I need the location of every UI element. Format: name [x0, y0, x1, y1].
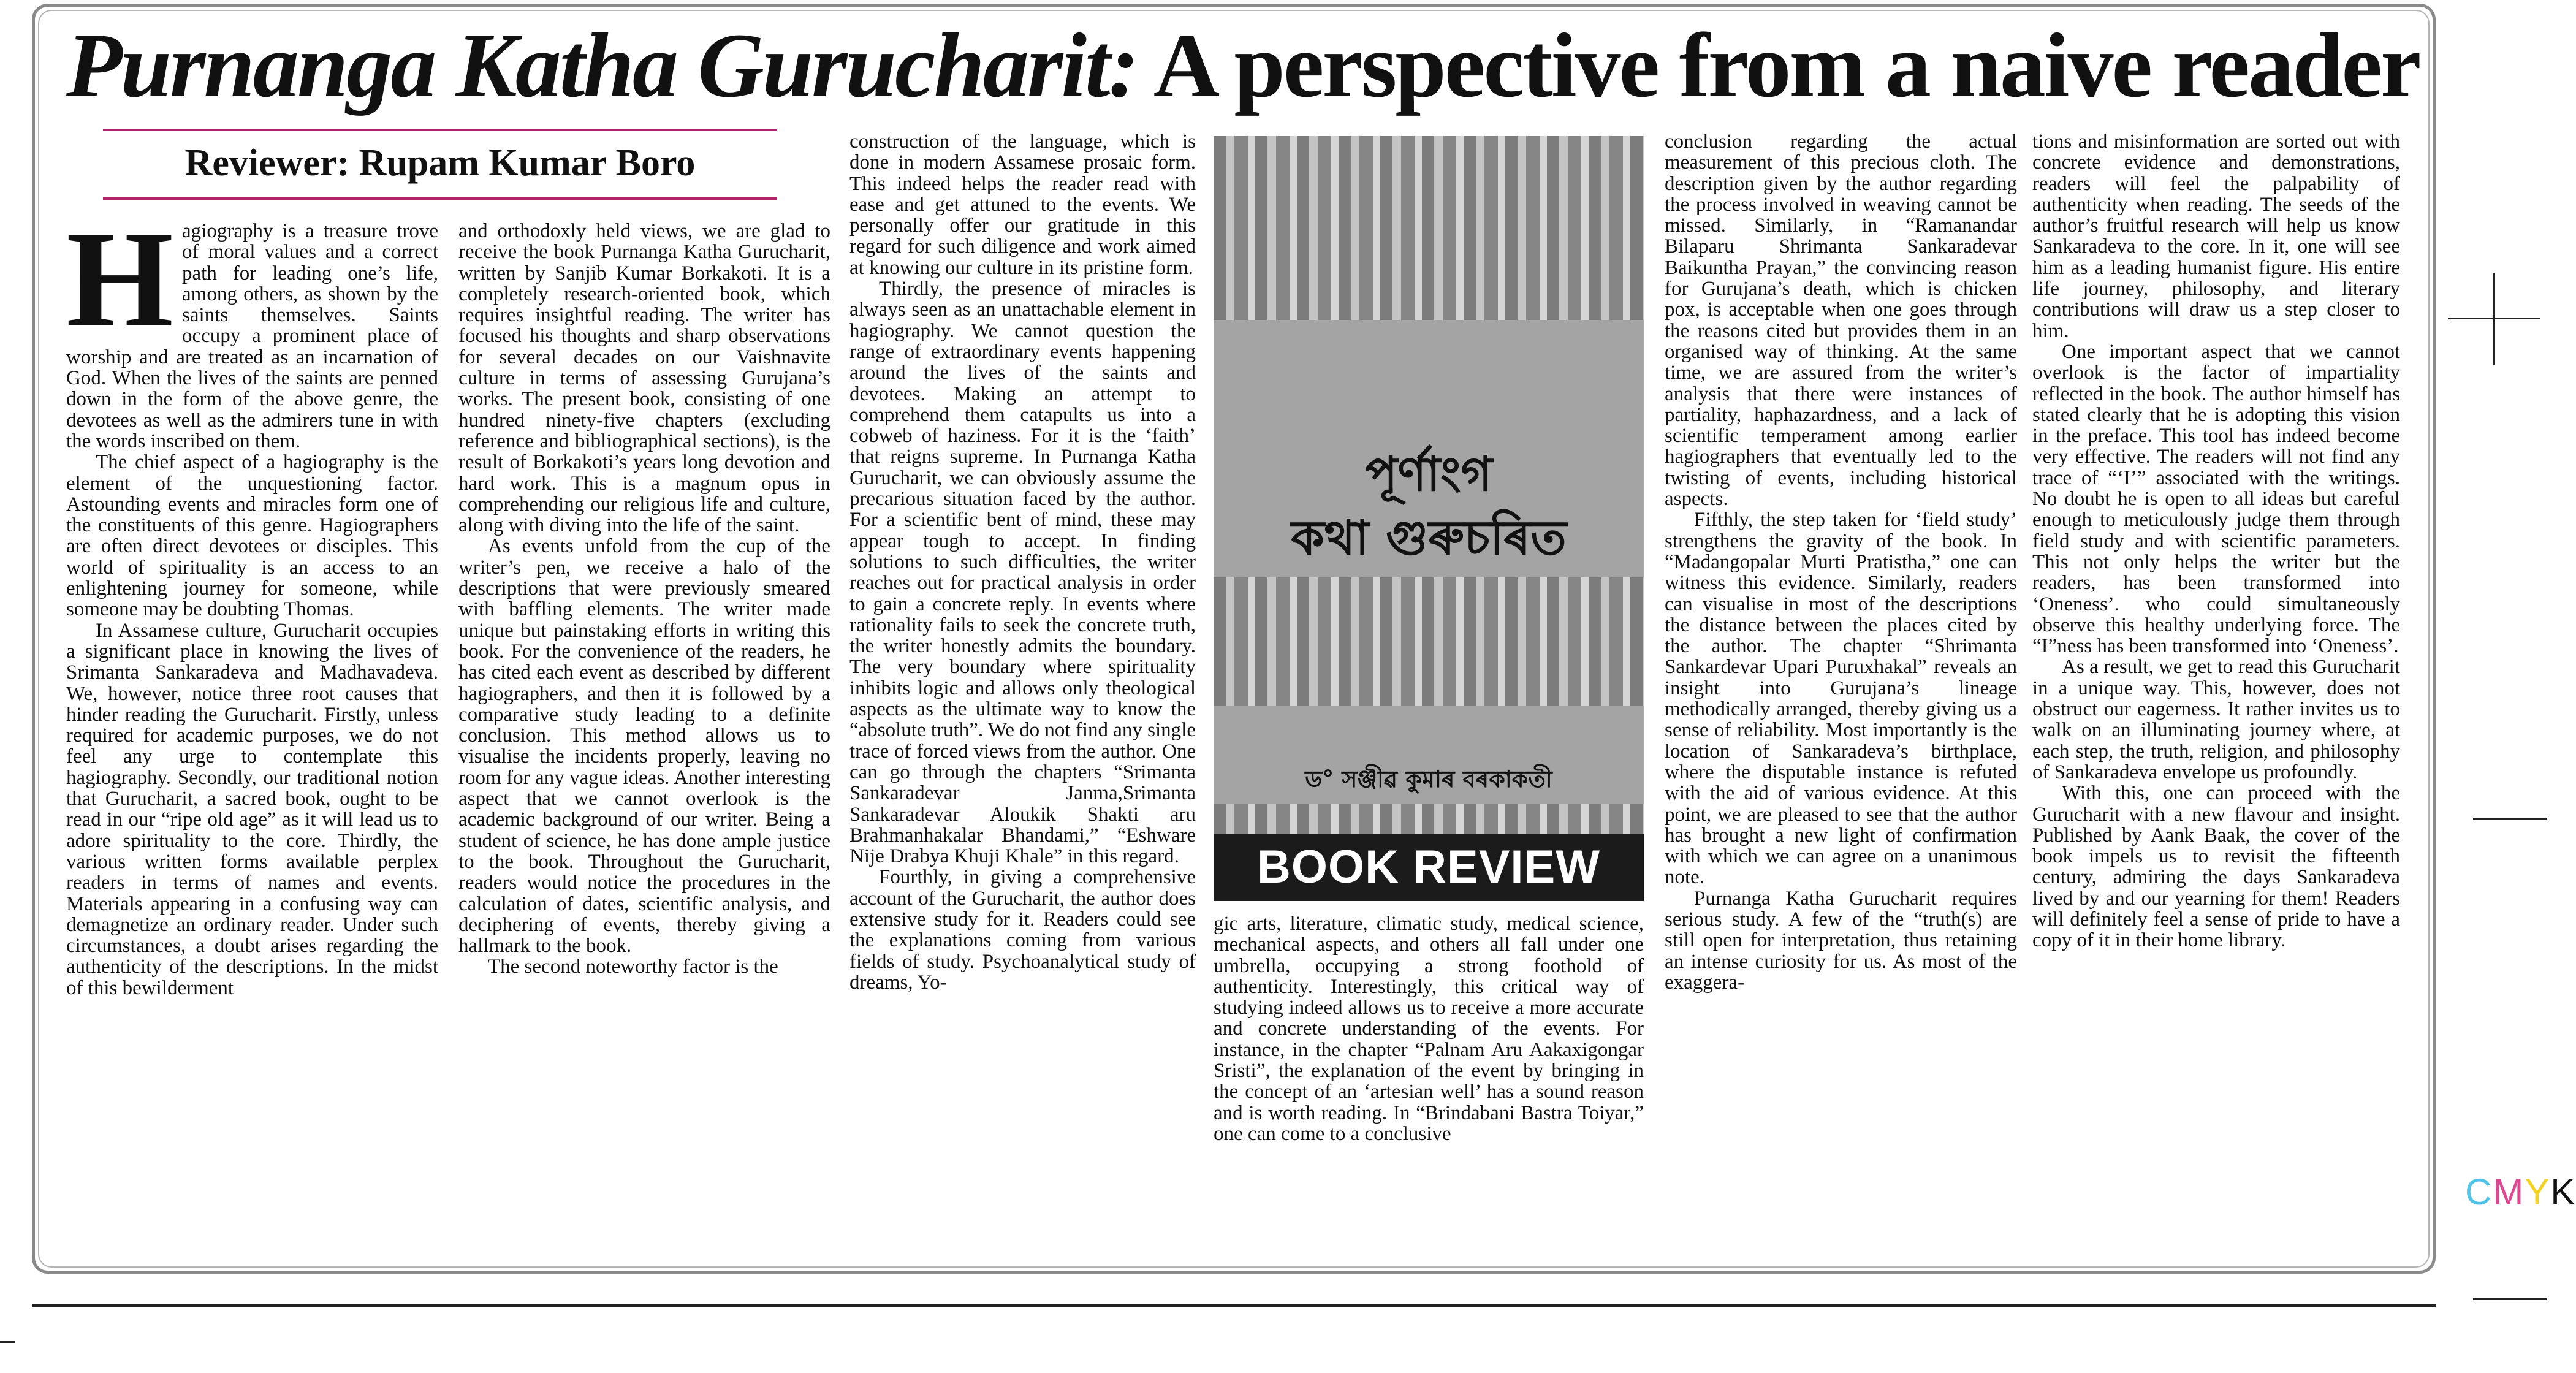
crop-mark-right-bottom	[2473, 1298, 2547, 1300]
reviewer-byline: Reviewer: Rupam Kumar Boro	[184, 142, 696, 184]
paragraph: As a result, we get to read this Gurucharit in a unique way. This, however, does not obstruct our eagerness. It rather invites us to walk on an illuminating journey where, at each step, the truth, religion, and philosophy of Sankaradeva envelope us profoundly.	[2032, 656, 2400, 783]
crop-mark-left-bottom	[0, 1341, 15, 1343]
cover-illustration-top	[1214, 136, 1644, 320]
cover-illustration-middle	[1214, 577, 1644, 706]
column-5	[1665, 131, 2017, 1263]
crop-mark-right-middle	[2473, 818, 2547, 820]
cover-title	[1214, 443, 1644, 570]
cmyk-k: K	[2550, 1171, 2576, 1212]
paragraph-text: agiography is a treasure trove of moral values and a correct path for leading one’s life, among others, as shown by the saints themselves. Saints occupy a prominent place of worship and are treated as an incarnation of God. When the lives of the saints are penned down in the form of the above genre, the devotees as well as the admirers tune in with the words inscribed on them.	[66, 220, 438, 452]
column-1	[66, 202, 438, 1263]
cmyk-color-marks	[2465, 1171, 2576, 1213]
column-6	[2032, 131, 2400, 1263]
paragraph: conclusion regarding the actual measurement of this precious cloth. The description given by the author regarding the process involved in weaving cannot be missed. Similarly, in “Ramanandar Bilaparu Shrimanta Sankaradevar Baikuntha Prayan,” the convincing reason for Gurujana’s death, which is chicken pox, is acceptable when one goes through the reasons cited but provides them in an organised way of thinking. At the same time, we are assured from the writer’s analysis that there were instances of partiality, haphazardness, and a lack of scientific temperament among earlier hagiographers that eventually led to the twisting of events, including historical aspects.	[1665, 131, 2017, 511]
paragraph: With this, one can proceed with the Gurucharit with a new flavour and insight. Published by Aank Baak, the cover of the book impels us to revisit the fifteenth century, admiring the days Sankaradeva lived by and our yearning for them! Readers will definitely feel a sense of pride to have a copy of it in their home library.	[2032, 782, 2400, 952]
paragraph: Purnanga Katha Gurucharit requires serious study. A few of the “truth(s) are still open for interpretation, thus retaining an intense curiosity for us. As most of the exaggera-	[1665, 887, 2017, 994]
paragraph: The second noteworthy factor is the	[488, 956, 778, 978]
paragraph: gic arts, literature, climatic study, medical science, mechanical aspects, and others all fall under one umbrella, occupying a strong foothold of authenticity. Interestingly, this critical way of studying indeed allows us to receive a more accurate and concrete understanding of the events. For instance, in the chapter “Palnam Aru Aakaxigongar Sristi”, the explanation of the event by bringing in the concept of an ‘artesian well’ has a sound reason and is worth reading. In “Brindabani Bastra Toiyar,” one can come to a conclusive	[1214, 913, 1644, 1145]
book-review-label: BOOK REVIEW	[1214, 834, 1644, 901]
paragraph: One important aspect that we cannot overlook is the factor of impartiality reflected in the book. The author himself has stated clearly that he is adopting this vision in the preface. This tool has indeed become very effective. The readers will not find any trace of “‘I’” associated with the writings. No doubt he is open to all ideas but careful enough to meticulously judge them through field study and with scientific parameters. This not only helps the writer but the readers, has been transformed into ‘Oneness’. who could simultaneously observe this healthy underlying force. The “I”ness has been transformed into ‘Oneness’.	[2032, 340, 2400, 658]
bottom-rule	[32, 1304, 2436, 1307]
paragraph: and orthodoxly held views, we are glad to receive the book Purnanga Katha Gurucharit, written by Sanjib Kumar Borkakoti. It is a completely research-oriented book, which requires insightful reading. The writer has focused his thoughts and sharp observations for several decades on our Vaishnavite culture in terms of assessing Gurujana’s works. The present book, consisting of one hundred ninety-five chapters (excluding reference and bibliographical sections), is the result of Borkakoti’s years long devotion and hard work. This is a magnum opus in comprehending our religious life and culture, along with diving into the life of the saint.	[458, 220, 830, 537]
cover-title-line-1: পূৰ্ণাংগ	[1365, 447, 1492, 502]
paragraph: Fifthly, the step taken for ‘field study’ strengthens the gravity of the book. In “Madangopalar Murti Pratistha,” one can witness this evidence. Similarly, readers can visualise in most of the descriptions the distance between the places cited by the author. The chapter “Shrimanta Sankardevar Upari Puruxhakal” reveals an insight into Gurujana’s lineage methodically arranged, thereby giving us a sense of reliability. Most importantly is the location of Sankaradeva’s birthplace, where the disputable instance is refuted with the aid of various evidence. At this point, we are pleased to see that the author has brought a new light of confirmation with which we can agree on a unanimous note.	[1665, 509, 2017, 889]
paragraph: The chief aspect of a hagiography is the element of the unquestioning factor. Astounding events and miracles form one of the constituents of this genre. Hagiographers are often direct devotees or disciples. This world of spirituality is an access to an enlightening journey for someone, while someone may be doubting Thomas.	[66, 451, 438, 621]
column-3	[849, 131, 1196, 1263]
cover-title-line-2: কথা গুৰুচৰিত	[1291, 511, 1567, 566]
registration-mark-vertical	[2493, 273, 2495, 365]
cover-author: ড° সঞ্জীৱ কুমাৰ বৰকাকতী	[1305, 766, 1552, 793]
reviewer-box	[103, 129, 777, 200]
cmyk-m: M	[2493, 1171, 2525, 1212]
headline-rest: A perspective from a naive reader	[1137, 15, 2420, 116]
paragraph: tions and misinformation are sorted out with concrete evidence and demonstrations, readers will feel the palpability of authenticity when reading. The seeds of the author’s fruitful research will help us know Sankaradeva to the core. In it, one will see him as a leading humanist figure. His entire life journey, philosophy, and literary contributions will draw us a step closer to him.	[2032, 131, 2400, 342]
paragraph: Fourthly, in giving a comprehensive account of the Gurucharit, the author does extensive study for it. Readers could see the explanations coming from various fields of study. Psychoanalytical study of dreams, Yo-	[849, 866, 1196, 994]
book-cover-image	[1214, 136, 1644, 840]
cmyk-c: C	[2465, 1171, 2493, 1212]
cmyk-y: Y	[2525, 1171, 2551, 1212]
paragraph: As events unfold from the cup of the writer’s pen, we receive a halo of the descriptions that were previously smeared with baffling elements. The writer made unique but painstaking efforts in writing this book. For the convenience of the readers, he has cited each event as described by different hagiographers, and then it is followed by a comparative study leading to a definite conclusion. This method allows us to visualise the incidents properly, leaving no room for any vague ideas. Another interesting aspect that we cannot overlook is the academic background of our writer. Being a student of science, he has done ample justice to the book. Throughout the Gurucharit, readers would notice the procedures in the calculation of dates, scientific analysis, and deciphering of events, thereby giving a hallmark to the book.	[458, 535, 830, 957]
paragraph	[66, 202, 438, 452]
column-4	[1214, 913, 1644, 1263]
paragraph: construction of the language, which is done in modern Assamese prosaic form. This indeed helps the reader read with ease and get attuned to the events. We personally offer our gratitude in this regard for such diligence and work aimed at knowing our culture in its pristine form.	[849, 131, 1196, 279]
headline-italic: Purnanga Katha Gurucharit:	[66, 15, 1138, 116]
dropcap: H	[66, 202, 174, 356]
paragraph: Thirdly, the presence of miracles is always seen as an unattachable element in hagiography. We cannot question the range of extraordinary events happening around the lives of the saints and devotees. Making an attempt to comprehend them catapults us into a cobweb of haziness. For it is the ‘faith’ that reigns supreme. In Purnanga Katha Gurucharit, we can obviously assume the precarious situation faced by the author. For a scientific bent of mind, these may appear tough to accept. In finding solutions to such difficulties, the writer reaches out for practical analysis in order to gain a concrete reply. In events where rationality fails to seek the concrete truth, the writer honestly admits the boundary. The very boundary where spirituality inhibits logic and allows only theological aspects as the ultimate way to know the “absolute truth”. We do not find any single trace of forced views from the author. One can go through the chapters “Srimanta Sankaradevar Janma,Srimanta Sankaradevar Aloukik Shakti aru Brahmanhakalar Bhandami,” “Eshware Nije Drabya Khuji Khale” in this regard.	[849, 278, 1196, 868]
paragraph: In Assamese culture, Gurucharit occupies a significant place in knowing the lives of Srimanta Sankaradeva and Madhavadeva. We, however, notice three root causes that hinder reading the Gurucharit. Firstly, unless required for academic purposes, we do not feel any urge to contemplate this hagiography. Secondly, our traditional notion that Gurucharit, a sacred book, ought to be read in our “ripe old age” as it will lead us to adore spirituality to the core. Thirdly, the various written forms available perplex readers in terms of names and events. Materials appearing in a confusing way can demagnetize an ordinary reader. Under such circumstances, a doubt arises regarding the authenticity of the descriptions. In the midst of this bewilderment	[66, 619, 438, 999]
column-2	[458, 221, 830, 1263]
headline	[66, 13, 2420, 118]
